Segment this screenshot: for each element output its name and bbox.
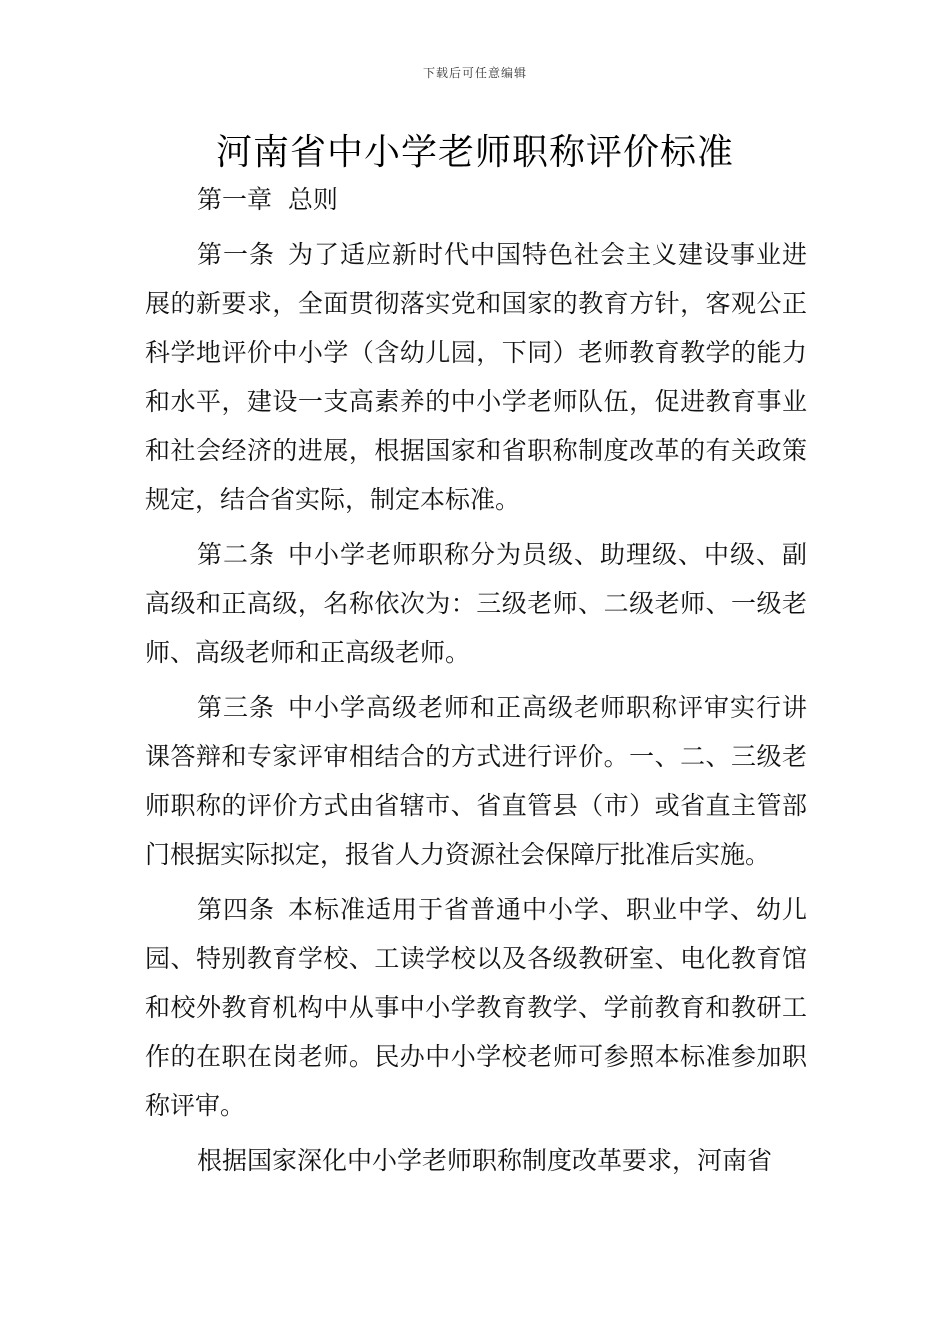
header-note: 下载后可任意编辑 bbox=[422, 66, 527, 80]
article-3 bbox=[145, 683, 807, 879]
article-label: 第一条 bbox=[197, 240, 275, 269]
article-4 bbox=[145, 885, 807, 1130]
chapter-heading bbox=[145, 175, 807, 224]
article-text: 本标准适用于省普通中小学、职业中学、幼儿园、特别教育学校、工读学校以及各级教研室、电化教育馆和校外教育机构中从事中小学教育教学、学前教育和教研工作的在职在岗老师。民办中小学校老师可参照本标准参加职称评审。 bbox=[145, 895, 807, 1120]
chapter-label: 第一章 bbox=[197, 185, 273, 214]
article-text: 中小学高级老师和正高级老师职称评审实行讲课答辩和专家评审相结合的方式进行评价。一、二、三级老师职称的评价方式由省辖市、省直管县（市）或省直主管部门根据实际拟定，报省人力资源社会保障厅批准后实施。 bbox=[145, 693, 807, 869]
document-title: 河南省中小学老师职称评价标准 bbox=[215, 132, 734, 173]
chapter-name: 总则 bbox=[287, 185, 338, 214]
document-body bbox=[145, 175, 807, 1185]
article-1 bbox=[145, 230, 807, 524]
article-text: 为了适应新时代中国特色社会主义建设事业进展的新要求，全面贯彻落实党和国家的教育方针，客观公正科学地评价中小学（含幼儿园，下同）老师教育教学的能力和水平，建设一支高素养的中小学老师队伍，促进教育事业和社会经济的进展，根据国家和省职称制度改革的有关政策规定，结合省实际，制定本标准。 bbox=[145, 240, 807, 514]
article-label: 第三条 bbox=[197, 693, 275, 722]
article-label: 第四条 bbox=[197, 895, 275, 924]
article-label: 第二条 bbox=[197, 540, 275, 569]
article-2 bbox=[145, 530, 807, 677]
closing-paragraph: 根据国家深化中小学老师职称制度改革要求，河南省 bbox=[197, 1146, 773, 1175]
article-text: 中小学老师职称分为员级、助理级、中级、副高级和正高级，名称依次为：三级老师、二级老师、一级老师、高级老师和正高级老师。 bbox=[145, 540, 807, 667]
